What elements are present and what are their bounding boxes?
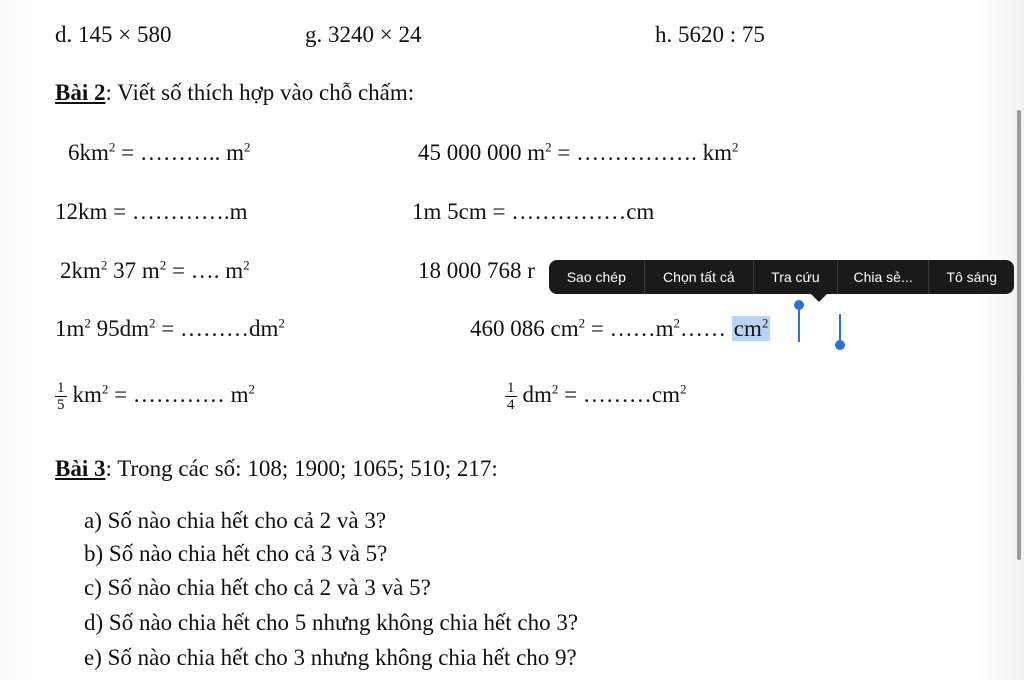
fraction-one-fourth: $\frac{1}{4}$ xyxy=(507,380,515,414)
exercise-2b: 1m 5cm = ……………cm xyxy=(412,199,655,224)
exercise-3a: $2km^2$ 37 $m^2$ = …. $m^2$ xyxy=(60,257,250,283)
menu-pointer-arrow xyxy=(810,293,828,302)
vertical-scrollbar[interactable] xyxy=(1017,110,1021,560)
menu-copy[interactable]: Sao chép xyxy=(549,260,645,294)
menu-look-up[interactable]: Tra cứu xyxy=(754,260,838,294)
bai3-heading xyxy=(55,454,498,484)
text-selection-menu xyxy=(549,260,1014,294)
bai2-instruction: : Viết số thích hợp vào chỗ chấm: xyxy=(105,80,415,105)
problem-h: h. 5620 : 75 xyxy=(655,22,765,47)
bai3-item-e: e) Số nào chia hết cho 3 nhưng không chia hết cho 9? xyxy=(84,645,577,670)
exercise-3b: 18 000 768 r xyxy=(418,258,535,283)
problem-d: d. 145 × 580 xyxy=(55,22,172,47)
menu-highlight[interactable]: Tô sáng xyxy=(946,269,997,285)
bai3-item-c: c) Số nào chia hết cho cả 2 và 3 và 5? xyxy=(84,575,431,600)
exercise-4b: 460 086 $cm^2$ = $\dots\dots m^2\dots\dots$ $cm^2$ xyxy=(470,315,769,341)
fraction-one-fifth: $\frac{1}{5}$ xyxy=(57,380,65,414)
selection-end-knob[interactable] xyxy=(835,340,845,350)
exercise-4a: $1m^2$ $95dm^2$ = $\dots\dots\dots dm^2$ xyxy=(55,315,285,341)
menu-share[interactable]: Chia sẻ... xyxy=(838,260,930,294)
selection-start-handle[interactable] xyxy=(798,306,800,342)
bai3-item-d: d) Số nào chia hết cho 5 nhưng không chia hết cho 3? xyxy=(84,610,579,635)
exercise-1a: $6km^2$ = ……….. $m^2$ xyxy=(68,139,251,165)
bai3-item-b: b) Số nào chia hết cho cả 3 và 5? xyxy=(84,541,388,566)
bai3-intro: : Trong các số: 108; 1900; 1065; 510; 217: xyxy=(105,456,498,481)
bai3-item-a: a) Số nào chia hết cho cả 2 và 3? xyxy=(84,508,387,533)
exercise-5a: $\frac{1}{5}$ $km^2$ = ………… $m^2$ xyxy=(57,380,256,414)
exercise-5b: $\frac{1}{4}$ $dm^2$ = $\dots\dots\dots cm^2$ xyxy=(507,380,687,414)
bai2-heading xyxy=(55,78,414,108)
bai3-title: Bài 3 xyxy=(55,456,106,481)
exercise-1b: 45 000 000 $m^2$ = ……………. $km^2$ xyxy=(418,139,739,165)
problem-g: g. 3240 × 24 xyxy=(305,22,422,47)
bai2-title: Bài 2 xyxy=(55,80,106,105)
selected-text[interactable]: $cm^2$ xyxy=(733,315,769,341)
exercise-2a: 12km = ………….m xyxy=(55,199,248,224)
selection-start-knob[interactable] xyxy=(794,300,804,310)
menu-select-all[interactable]: Chọn tất cả xyxy=(645,260,755,294)
